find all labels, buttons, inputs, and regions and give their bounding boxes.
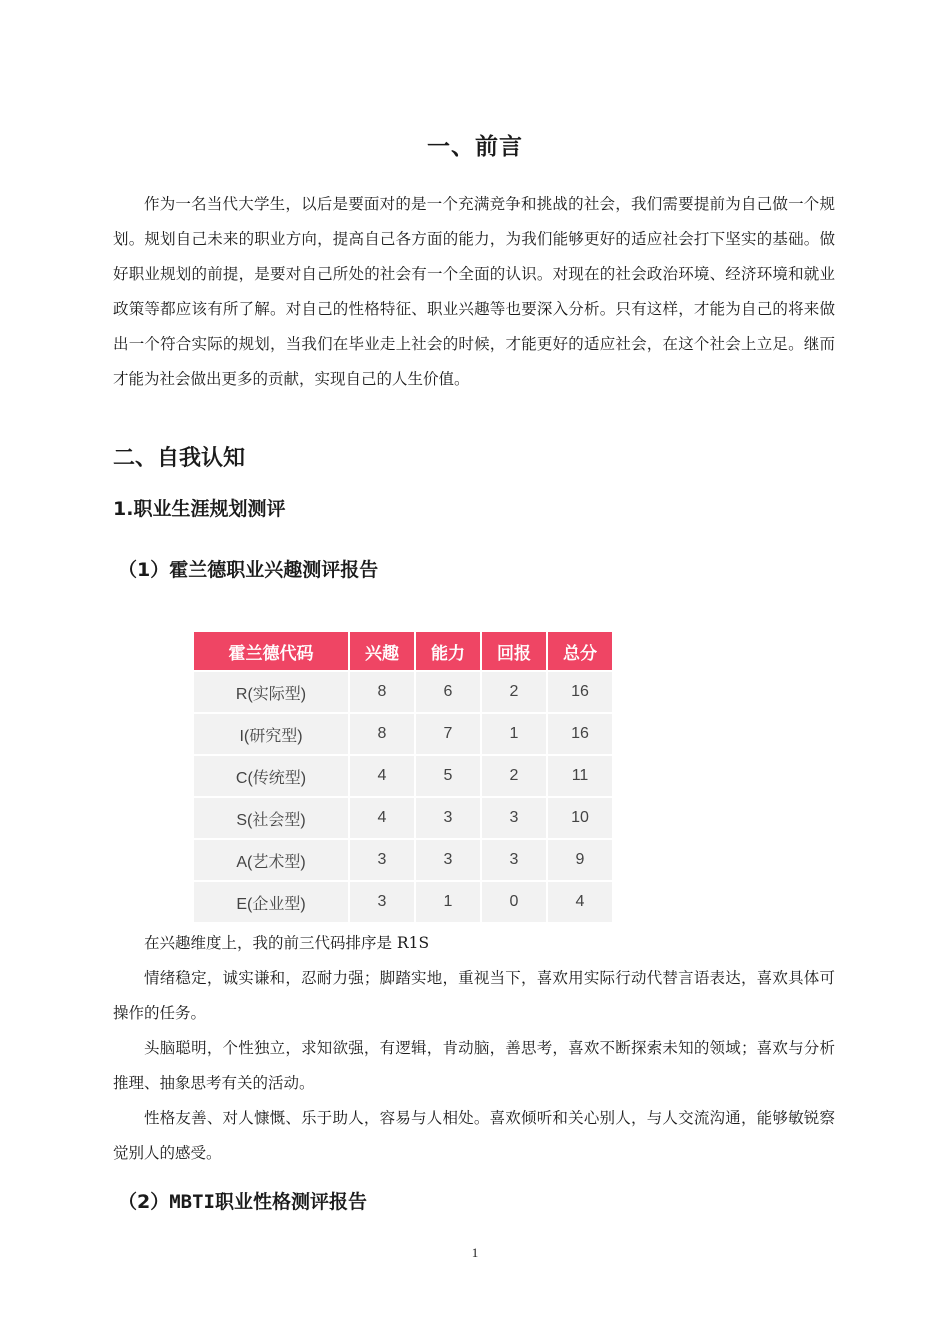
table-header-row [194, 632, 612, 670]
table-cell: 1 [416, 882, 480, 922]
table-cell: C(传统型) [194, 756, 348, 796]
subsection-title-career-assessment: 1.职业生涯规划测评 [113, 498, 286, 520]
table-cell: 3 [482, 798, 546, 838]
mbti-heading-prefix: （2） [118, 1191, 170, 1213]
table-cell: S(社会型) [194, 798, 348, 838]
mbti-heading-en: MBTI [169, 1191, 215, 1213]
table-cell: 5 [416, 756, 480, 796]
table-header-cell: 霍兰德代码 [194, 632, 348, 670]
table-header-cell: 能力 [416, 632, 480, 670]
table-row [194, 714, 612, 754]
table-cell: 6 [416, 672, 480, 712]
table-row [194, 798, 612, 838]
table-cell: 9 [548, 840, 612, 880]
table-cell: 4 [548, 882, 612, 922]
holland-summary: 在兴趣维度上，我的前三代码排序是 R1S [144, 934, 430, 952]
table-cell: 2 [482, 672, 546, 712]
table-cell: 11 [548, 756, 612, 796]
preface-paragraph: 作为一名当代大学生，以后是要面对的是一个充满竞争和挑战的社会，我们需要提前为自己做一个规划。规划自己未来的职业方向，提高自己各方面的能力，为我们能够更好的适应社会打下坚实的基础。做好职业规划的前提，是要对自己所处的社会有一个全面的认识。对现在的社会政治环境、经济环境和就业政策等都应该有所了解。对自己的性格特征、职业兴趣等也要深入分析。只有这样，才能为自己的将来做出一个符合实际的规划，当我们在毕业走上社会的时候，才能更好的适应社会，在这个社会上立足。继而才能为社会做出更多的贡献，实现自己的人生价值。 [113, 195, 835, 388]
table-cell: 3 [482, 840, 546, 880]
table-header-cell: 兴趣 [350, 632, 414, 670]
type-r-description: 情绪稳定，诚实谦和，忍耐力强；脚踏实地，重视当下，喜欢用实际行动代替言语表达，喜欢具体可操作的任务。 [113, 969, 835, 1022]
table-cell: 3 [416, 798, 480, 838]
table-row [194, 882, 612, 922]
table-cell: 1 [482, 714, 546, 754]
table-row [194, 672, 612, 712]
table-cell: 4 [350, 756, 414, 796]
type-s-description: 性格友善、对人慷慨、乐于助人，容易与人相处。喜欢倾听和关心别人，与人交流沟通，能够敏锐察觉别人的感受。 [113, 1109, 835, 1162]
page-number: 1 [471, 1245, 479, 1260]
table-cell: 3 [416, 840, 480, 880]
mbti-heading-rest: 职业性格测评报告 [215, 1191, 368, 1213]
table-cell: 2 [482, 756, 546, 796]
table-cell: A(艺术型) [194, 840, 348, 880]
table-cell: E(企业型) [194, 882, 348, 922]
mbti-report-heading [118, 1187, 367, 1214]
table-cell: 8 [350, 672, 414, 712]
table-cell: R(实际型) [194, 672, 348, 712]
table-row [194, 840, 612, 880]
table-cell: I(研究型) [194, 714, 348, 754]
holland-code-table [192, 630, 614, 924]
table-row [194, 756, 612, 796]
table-cell: 10 [548, 798, 612, 838]
table-cell: 8 [350, 714, 414, 754]
table-cell: 4 [350, 798, 414, 838]
table-cell: 3 [350, 840, 414, 880]
holland-report-heading: （1）霍兰德职业兴趣测评报告 [118, 559, 379, 581]
table-header-cell: 回报 [482, 632, 546, 670]
table-cell: 3 [350, 882, 414, 922]
table-cell: 16 [548, 672, 612, 712]
section-title-preface: 一、前言 [427, 134, 523, 160]
type-i-description: 头脑聪明，个性独立，求知欲强，有逻辑，肯动脑，善思考，喜欢不断探索未知的领域；喜欢与分析推理、抽象思考有关的活动。 [113, 1039, 835, 1092]
section-title-self-awareness: 二、自我认知 [113, 446, 246, 471]
table-cell: 7 [416, 714, 480, 754]
table-cell: 0 [482, 882, 546, 922]
table-cell: 16 [548, 714, 612, 754]
table-header-cell: 总分 [548, 632, 612, 670]
